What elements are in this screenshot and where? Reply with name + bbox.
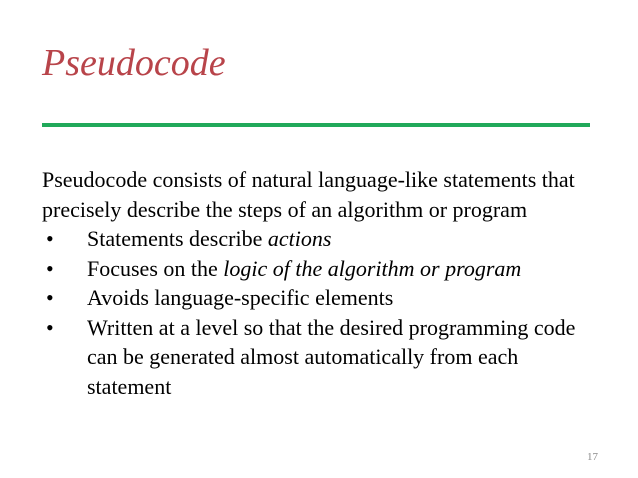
bullet-icon: • [46,314,54,340]
slide-body [42,165,602,401]
bullet-emphasis: actions [267,226,332,251]
bullet-text: Avoids language-specific elements [87,285,394,310]
slide-title: Pseudocode [42,42,226,84]
bullet-icon: • [46,285,54,310]
bullet-text: Statements describe [87,226,268,251]
bullet-item-logic [42,254,602,284]
bullet-text: Written at a level so that the desired programming code can be generated almost automatically from each statement [87,314,576,399]
bullet-item-level [42,313,602,402]
page-number: 17 [587,451,598,463]
bullet-item-actions [42,224,602,254]
bullet-emphasis: logic of the algorithm or program [223,255,522,281]
bullet-icon: • [46,255,54,281]
title-divider [42,123,590,127]
bullet-list [42,224,602,401]
bullet-item-language-specific [42,283,602,313]
bullet-icon: • [46,226,54,251]
intro-paragraph: Pseudocode consists of natural language-like statements that precisely describe the steps of an algorithm or program [42,167,575,222]
bullet-text: Focuses on the [87,255,224,281]
